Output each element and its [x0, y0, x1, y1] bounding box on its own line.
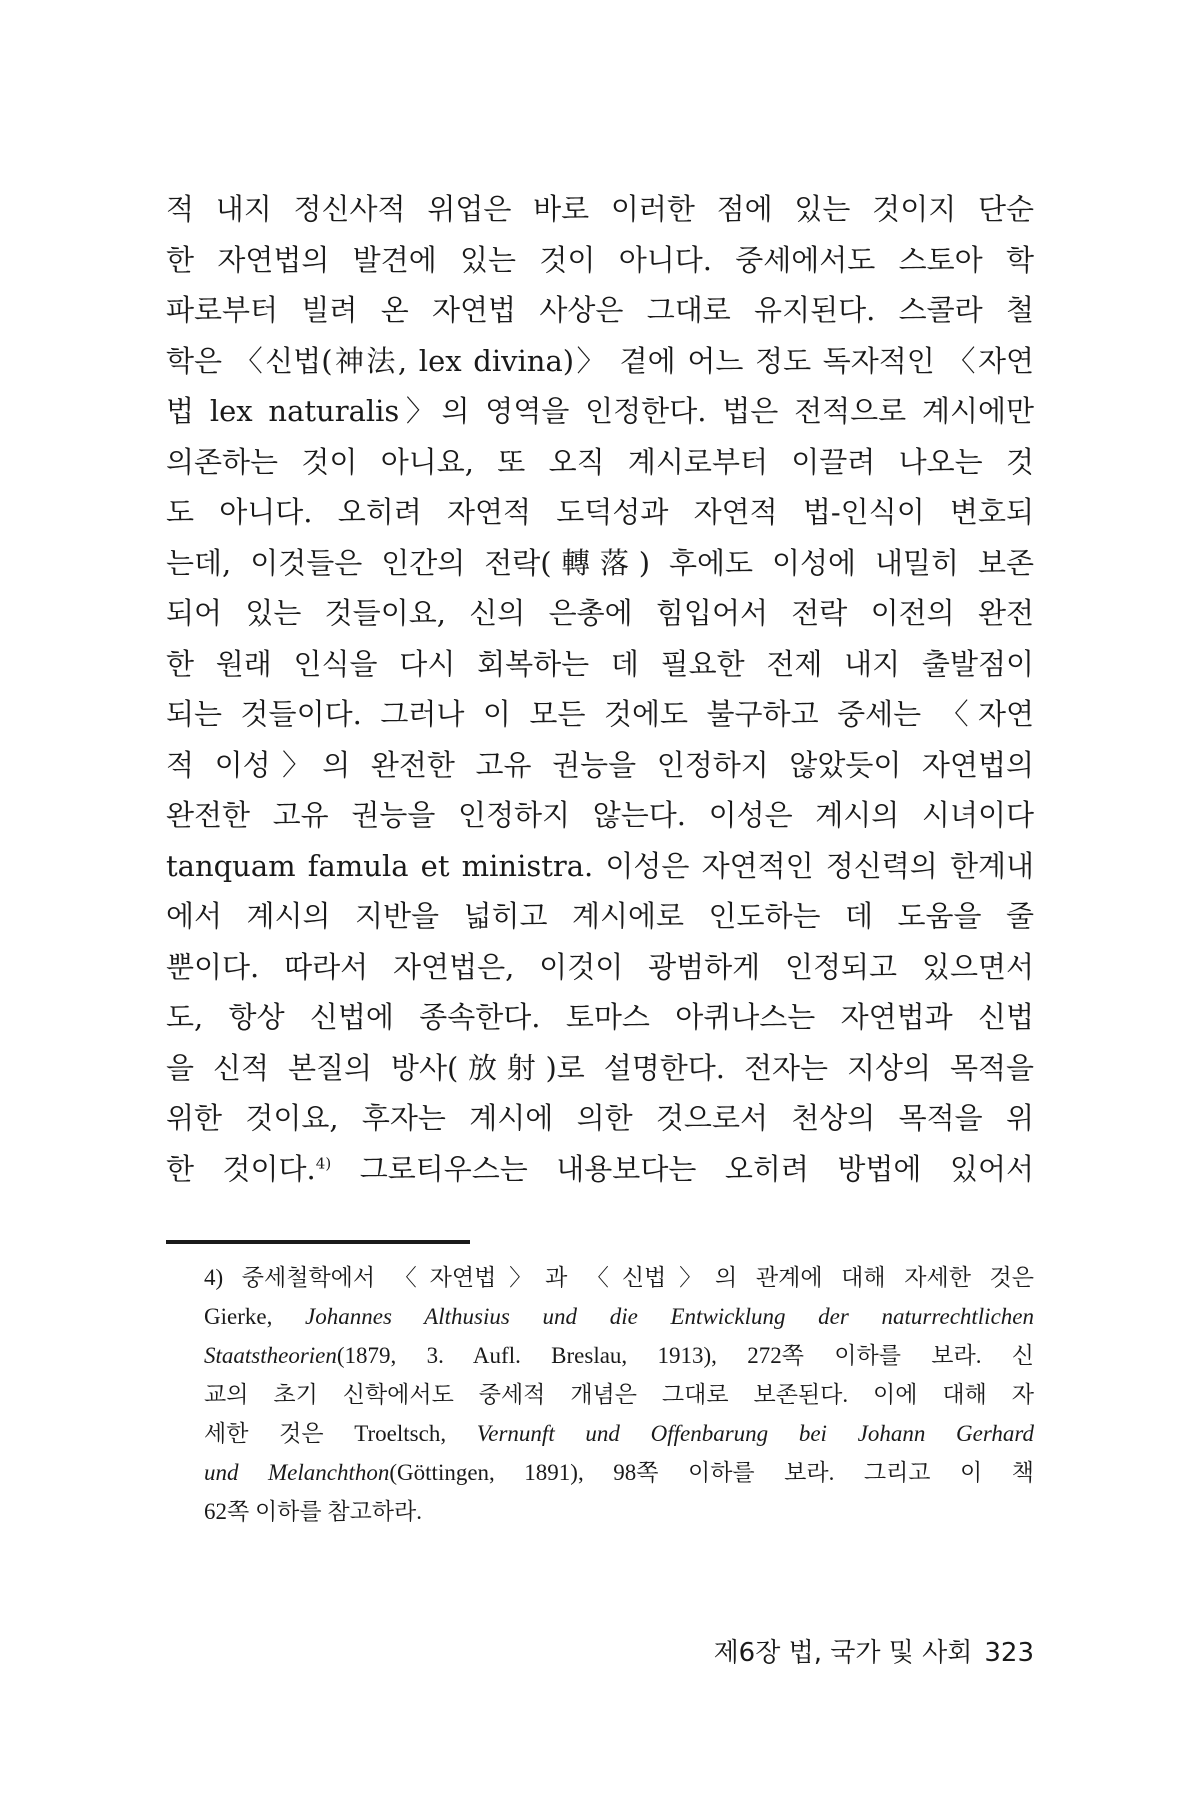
- body-line: 에서 계시의 지반을 넓히고 계시에로 인도하는 데 도움을 줄: [166, 899, 1034, 933]
- footnote-citation: (Göttingen, 1891), 98쪽 이하를 보라. 그리고 이 책: [389, 1460, 1034, 1485]
- footnote-line: [204, 1453, 1034, 1492]
- footnote-book-title: Staatstheorien: [204, 1343, 337, 1368]
- body-line-last-start: 한 것이다.: [166, 1151, 316, 1186]
- body-line: 위한 것이요, 후자는 계시에 의한 것으로서 천상의 목적을 위: [166, 1101, 1034, 1135]
- running-footer: [600, 1635, 1034, 1671]
- body-line: 적 이성〉의 완전한 고유 권능을 인정하지 않았듯이 자연법의: [166, 747, 1034, 782]
- footnote-book-title: Johannes Althusius und die Entwicklung der naturrechtlichen: [305, 1304, 1034, 1329]
- footnote-book-title: Vernunft und Offenbarung bei Johann Gerhard: [476, 1421, 1034, 1446]
- page-number: 323: [984, 1638, 1034, 1668]
- body-line: 되는 것들이다. 그러나 이 모든 것에도 불구하고 중세는 〈자연: [166, 697, 1034, 731]
- footnote-divider: [166, 1240, 470, 1244]
- footnote-author: 세한 것은 Troeltsch,: [204, 1421, 477, 1446]
- body-line-last: [166, 1144, 1034, 1195]
- footnote-line: 4) 중세철학에서 〈자연법〉과 〈신법〉의 관계에 대해 자세한 것은: [204, 1265, 1034, 1290]
- body-line: 한 원래 인식을 다시 회복하는 데 필요한 전제 내지 출발점이: [166, 646, 1034, 681]
- footnote-reference[interactable]: 4): [315, 1153, 332, 1172]
- footnote-line: [204, 1414, 1034, 1453]
- chapter-title: 제6장 법, 국가 및 사회: [713, 1638, 973, 1668]
- body-line: 뿐이다. 따라서 자연법은, 이것이 광범하게 인정되고 있으면서: [166, 949, 1034, 984]
- footnote-line: [204, 1297, 1034, 1336]
- body-line: 는데, 이것들은 인간의 전락(轉落) 후에도 이성에 내밀히 보존: [166, 545, 1034, 580]
- body-line: 을 신적 본질의 방사(放射)로 설명한다. 전자는 지상의 목적을: [166, 1050, 1034, 1085]
- body-line: 되어 있는 것들이요, 신의 은총에 힘입어서 전락 이전의 완전: [166, 596, 1034, 630]
- body-line: 도 아니다. 오히려 자연적 도덕성과 자연적 법-인식이 변호되: [166, 495, 1034, 529]
- body-line: 의존하는 것이 아니요, 또 오직 계시로부터 이끌려 나오는 것: [166, 444, 1034, 479]
- body-line-last-end: 그로티우스는 내용보다는 오히려 방법에 있어서: [331, 1151, 1034, 1186]
- body-line: 학은 〈신법(神法, lex divina)〉 곁에 어느 정도 독자적인 〈자연: [166, 343, 1034, 378]
- footnote-author: Gierke,: [204, 1304, 306, 1329]
- body-line: tanquam famula et ministra. 이성은 자연적인 정신력의 한계내: [166, 848, 1034, 883]
- body-text: [166, 184, 1034, 1194]
- footnote-line: 교의 초기 신학에서도 중세적 개념은 그대로 보존된다. 이에 대해 자: [204, 1382, 1034, 1407]
- body-line: 도, 항상 신법에 종속한다. 토마스 아퀴나스는 자연법과 신법: [166, 1000, 1034, 1034]
- body-line: 파로부터 빌려 온 자연법 사상은 그대로 유지된다. 스콜라 철: [166, 293, 1034, 327]
- footnote-line: [204, 1336, 1034, 1375]
- body-line: 한 자연법의 발견에 있는 것이 아니다. 중세에서도 스토아 학: [166, 242, 1034, 277]
- body-line: 적 내지 정신사적 위업은 바로 이러한 점에 있는 것이지 단순: [166, 192, 1034, 226]
- footnote-book-title: und Melanchthon: [204, 1460, 390, 1485]
- footnote: [204, 1258, 1034, 1531]
- body-line: 법 lex naturalis〉의 영역을 인정한다. 법은 전적으로 계시에만: [166, 394, 1034, 428]
- body-line: 완전한 고유 권능을 인정하지 않는다. 이성은 계시의 시녀이다: [166, 798, 1034, 832]
- footnote-citation: (1879, 3. Aufl. Breslau, 1913), 272쪽 이하를 보라. 신: [336, 1343, 1034, 1368]
- footnote-line: 62쪽 이하를 참고하라.: [204, 1499, 422, 1524]
